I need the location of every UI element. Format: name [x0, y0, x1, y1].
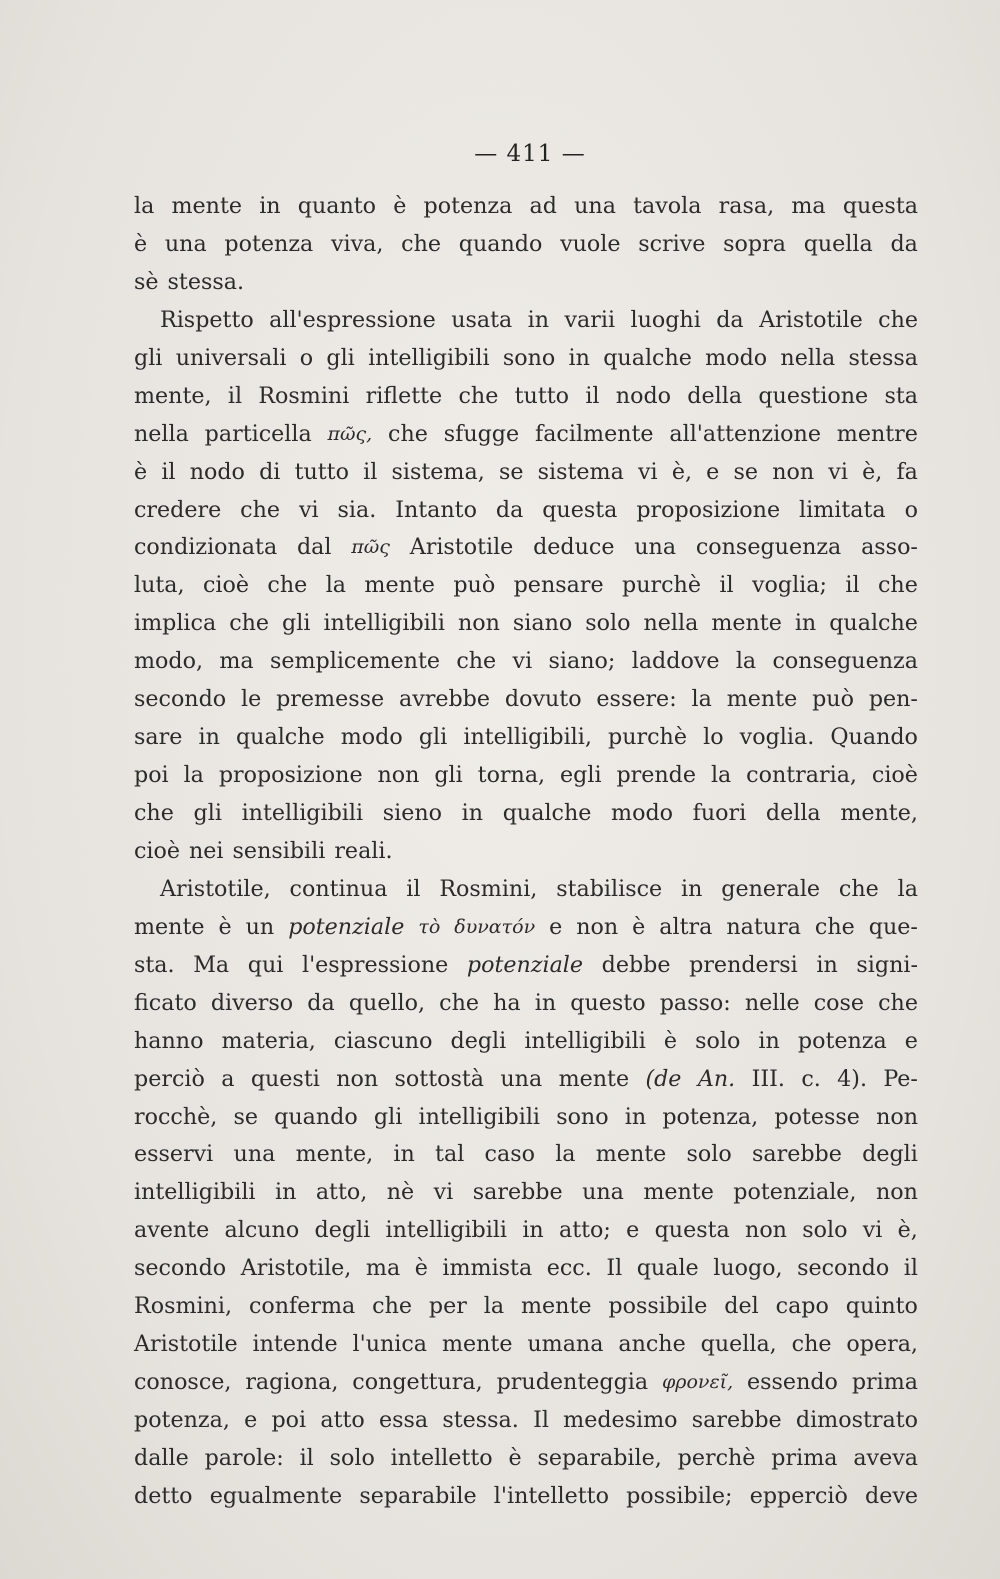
text-line: nella particella πῶς, che sfugge facilmente all'attenzione mentre: [134, 420, 918, 447]
body-text: [134, 188, 918, 1516]
text-line: poi la proposizione non gli torna, egli prende la contraria, cioè: [134, 762, 918, 789]
text-line: conosce, ragiona, congettura, prudenteggia φρονεῖ, essendo prima: [134, 1369, 918, 1396]
text-line: Rosmini, conferma che per la mente possibile del capo quinto: [134, 1293, 918, 1320]
text-line: che gli intelligibili sieno in qualche modo fuori della mente,: [134, 800, 918, 826]
text-line: gli universali o gli intelligibili sono in qualche modo nella stessa: [134, 344, 918, 371]
text-line: rocchè, se quando gli intelligibili sono in potenza, potesse non: [134, 1103, 918, 1130]
text-line: intelligibili in atto, nè vi sarebbe una mente potenziale, non: [134, 1179, 918, 1206]
text-line: luta, cioè che la mente può pensare purchè il voglia; il che: [134, 572, 918, 599]
text-line: secondo le premesse avrebbe dovuto essere: la mente può pen-: [134, 686, 918, 713]
text-line: detto egualmente separabile l'intelletto possibile; epperciò deve: [134, 1482, 918, 1509]
text-line: Rispetto all'espressione usata in varii luoghi da Aristotile che: [160, 306, 918, 333]
text-line: hanno materia, ciascuno degli intelligibili è solo in potenza e: [134, 1027, 918, 1054]
text-line: ficato diverso da quello, che ha in questo passo: nelle cose che: [134, 989, 918, 1016]
text-line: è il nodo di tutto il sistema, se sistema vi è, e se non vi è, fa: [134, 458, 918, 485]
text-line: condizionata dal πῶς Aristotile deduce una conseguenza asso-: [134, 534, 918, 561]
text-line: Aristotile intende l'unica mente umana anche quella, che opera,: [134, 1331, 918, 1358]
text-line: mente è un potenziale τὸ δυνατόν e non è altra natura che que-: [134, 913, 918, 940]
text-line: sta. Ma qui l'espressione potenziale debbe prendersi in signi-: [134, 951, 918, 978]
text-line: mente, il Rosmini riflette che tutto il nodo della questione sta: [134, 382, 918, 409]
text-line: sare in qualche modo gli intelligibili, purchè lo voglia. Quando: [134, 724, 918, 751]
text-line: esservi una mente, in tal caso la mente solo sarebbe degli: [134, 1141, 918, 1168]
text-line: potenza, e poi atto essa stessa. Il medesimo sarebbe dimostrato: [134, 1407, 918, 1433]
text-line: sè stessa.: [134, 268, 245, 295]
text-line: la mente in quanto è potenza ad una tavola rasa, ma questa: [134, 193, 918, 219]
text-line: credere che vi sia. Intanto da questa proposizione limitata o: [134, 496, 918, 523]
text-line: implica che gli intelligibili non siano solo nella mente in qualche: [134, 610, 918, 637]
text-line: Aristotile, continua il Rosmini, stabilisce in generale che la: [160, 875, 918, 902]
text-line: perciò a questi non sottostà una mente (de An. III. c. 4). Pe-: [134, 1065, 918, 1092]
text-line: dalle parole: il solo intelletto è separabile, perchè prima aveva: [134, 1444, 918, 1471]
page-number: — 411 —: [474, 141, 586, 167]
text-line: cioè nei sensibili reali.: [134, 837, 393, 864]
text-line: avente alcuno degli intelligibili in atto; e questa non solo vi è,: [134, 1217, 918, 1244]
text-line: modo, ma semplicemente che vi siano; laddove la conseguenza: [134, 648, 918, 675]
text-line: secondo Aristotile, ma è immista ecc. Il quale luogo, secondo il: [134, 1255, 918, 1282]
text-line: è una potenza viva, che quando vuole scrive sopra quella da: [134, 230, 918, 257]
